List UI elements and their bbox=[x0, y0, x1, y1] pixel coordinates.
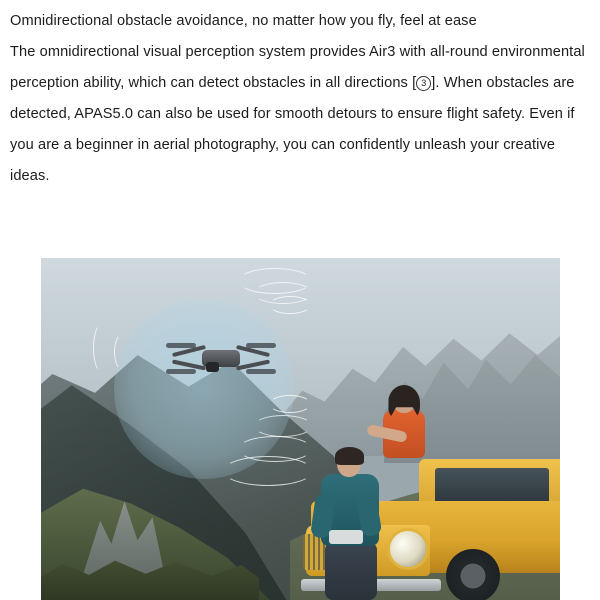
product-description bbox=[0, 0, 600, 192]
drone-icon bbox=[166, 340, 276, 380]
drone-propeller-3 bbox=[166, 369, 196, 374]
product-photo bbox=[41, 258, 560, 600]
drone-camera bbox=[206, 362, 219, 372]
drone-propeller-2 bbox=[246, 343, 276, 348]
description-body-part2: ]. When obstacles are detected, APAS5.0 can also be used for smooth detours to ensure flight safety. Even if you are a beginner in aerial photography, you can confidently unleash your creative ideas. bbox=[10, 75, 579, 184]
photo-scene bbox=[41, 258, 560, 600]
drone-propeller-4 bbox=[246, 369, 276, 374]
vehicle-window bbox=[435, 468, 548, 504]
drone-propeller-1 bbox=[166, 343, 196, 348]
reference-marker-icon: 3 bbox=[416, 76, 431, 91]
sensing-wave-left-1 bbox=[114, 333, 132, 371]
description-heading: Omnidirectional obstacle avoidance, no matter how you fly, feel at ease bbox=[10, 13, 477, 29]
sensing-wave-down-1 bbox=[269, 395, 311, 413]
sensing-wave-up-1 bbox=[269, 296, 311, 314]
description-body bbox=[10, 37, 590, 192]
man-legs bbox=[325, 542, 377, 600]
man-figure bbox=[311, 450, 397, 600]
man-hair bbox=[335, 447, 364, 465]
remote-controller-icon bbox=[329, 530, 363, 544]
description-body-part1: The omnidirectional visual perception system provides Air3 with all-round environmental perception ability, which can detect obstacles in all directions [ bbox=[10, 44, 590, 91]
vehicle-wheel bbox=[446, 549, 500, 600]
sensing-wave-left-2 bbox=[93, 323, 111, 373]
